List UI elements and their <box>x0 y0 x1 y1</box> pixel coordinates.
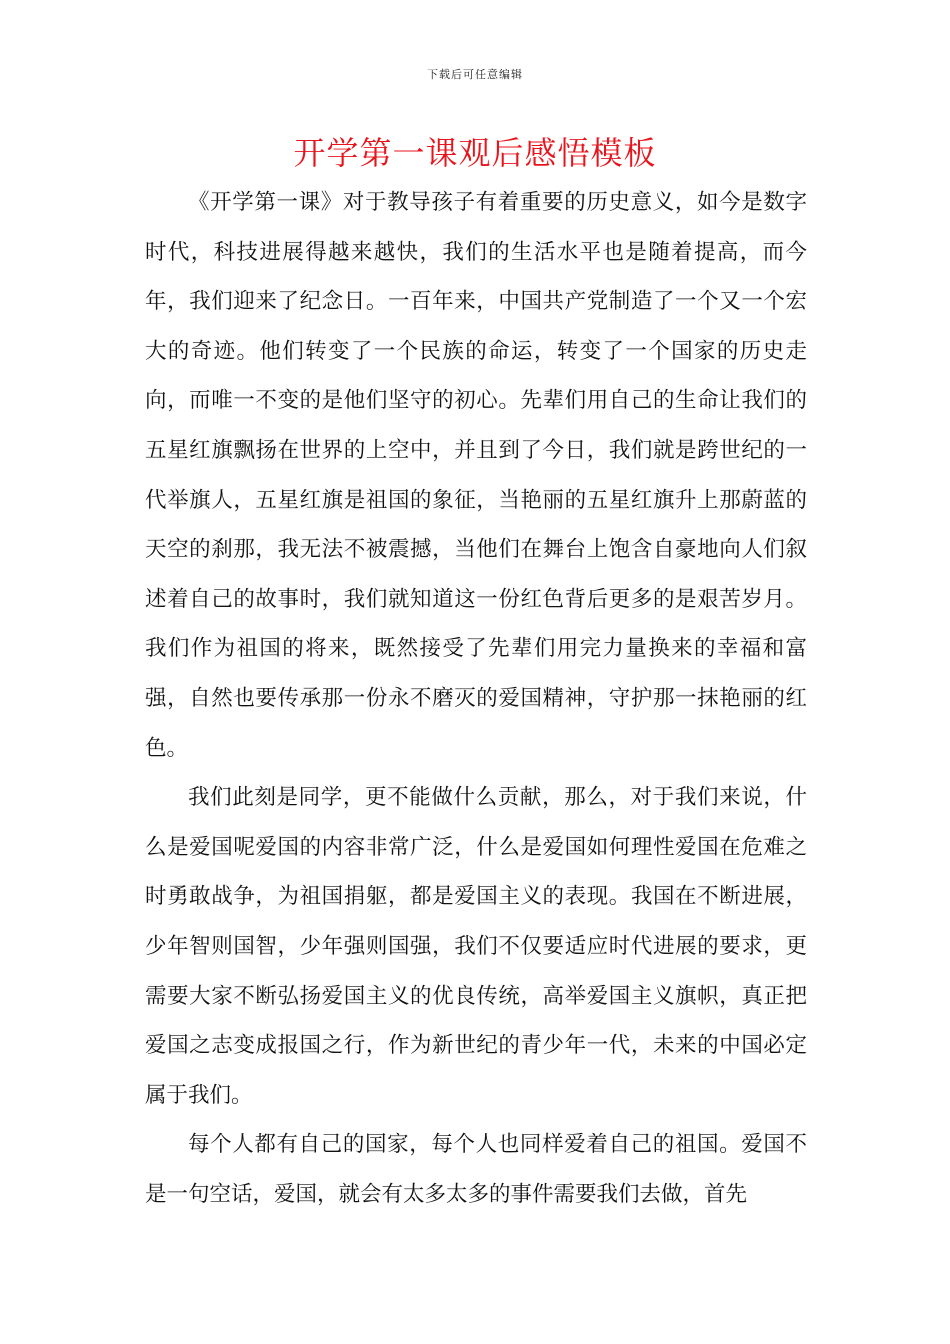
document-title: 开学第一课观后感悟模板 <box>293 134 657 172</box>
document-body <box>145 178 807 1219</box>
paragraph-2: 我们此刻是同学，更不能做什么贡献，那么，对于我们来说，什么是爱国呢爱国的内容非常广泛，什么是爱国如何理性爱国在危难之时勇敢战争，为祖国捐躯，都是爱国主义的表现。我国在不断进展，少年智则国智，少年强则国强，我们不仅要适应时代进展的要求，更需要大家不断弘扬爱国主义的优良传统，高举爱国主义旗帜，真正把爱国之志变成报国之行，作为新世纪的青少年一代，未来的中国必定属于我们。 <box>145 785 807 1108</box>
paragraph-3: 每个人都有自己的国家，每个人也同样爱着自己的祖国。爱国不是一句空话，爱国，就会有太多太多的事件需要我们去做，首先 <box>145 1132 807 1207</box>
header-note: 下载后可任意编辑 <box>427 68 523 81</box>
paragraph-1: 《开学第一课》对于教导孩子有着重要的历史意义，如今是数字时代，科技进展得越来越快，我们的生活水平也是随着提高，而今年，我们迎来了纪念日。一百年来，中国共产党制造了一个又一个宏大的奇迹。他们转变了一个民族的命运，转变了一个国家的历史走向，而唯一不变的是他们坚守的初心。先辈们用自己的生命让我们的五星红旗飘扬在世界的上空中，并且到了今日，我们就是跨世纪的一代举旗人，五星红旗是祖国的象征，当艳丽的五星红旗升上那蔚蓝的天空的刹那，我无法不被震撼，当他们在舞台上饱含自豪地向人们叙述着自己的故事时，我们就知道这一份红色背后更多的是艰苦岁月。我们作为祖国的将来，既然接受了先辈们用完力量换来的幸福和富强，自然也要传承那一份永不磨灭的爱国精神，守护那一抹艳丽的红色。 <box>145 190 807 761</box>
